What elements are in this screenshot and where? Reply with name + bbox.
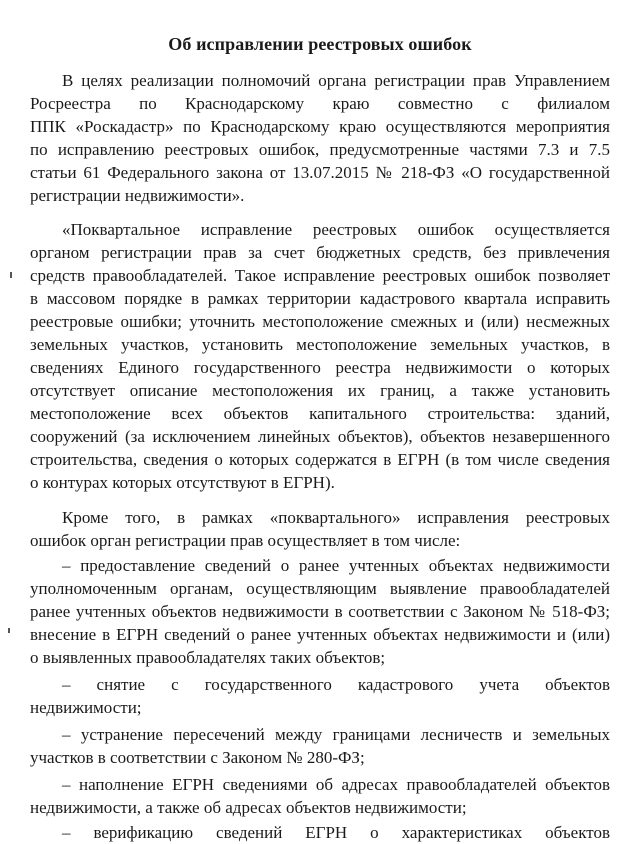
scan-mark bbox=[8, 628, 10, 633]
list-item-line: – предоставление сведений о ранее учтенных объектах недвижимости bbox=[62, 556, 610, 575]
text-line: земельных участков, установить местоположение земельных участков, в bbox=[30, 335, 610, 354]
text-line: сведениях Единого государственного реестра недвижимости о которых bbox=[30, 358, 610, 377]
document-title: Об исправлении реестровых ошибок bbox=[168, 34, 472, 54]
text-line: Кроме того, в рамках «поквартального» исправления реестровых bbox=[62, 508, 610, 527]
text-line: в массовом порядке в рамках территории кадастрового квартала исправить bbox=[30, 289, 610, 308]
text-line: внесение в ЕГРН сведений о ранее учтенных объектах недвижимости и (или) bbox=[30, 625, 610, 644]
text-line: отсутствует описание местоположения их границ, а также установить bbox=[30, 381, 610, 400]
text-line: недвижимости, а также об адресах объектов недвижимости; bbox=[30, 798, 467, 817]
text-line: сооружений (за исключением линейных объектов), объектов незавершенного bbox=[30, 427, 610, 446]
text-line: Росреестра по Краснодарскому краю совместно с филиалом bbox=[30, 94, 610, 113]
text-line: средств правообладателей. Такое исправление реестровых ошибок позволяет bbox=[30, 266, 610, 285]
text-line: по исправлению реестровых ошибок, предусмотренные частями 7.3 и 7.5 bbox=[30, 140, 610, 159]
text-line: В целях реализации полномочий органа регистрации прав Управлением bbox=[62, 71, 610, 90]
text-line: уполномоченным органам, осуществляющим выявление правообладателей bbox=[30, 579, 610, 598]
text-line: недвижимости; bbox=[30, 698, 142, 717]
text-line: ППК «Роскадастр» по Краснодарскому краю осуществляются мероприятия bbox=[30, 117, 610, 136]
list-item-line: – верификацию сведений ЕГРН о характеристиках объектов bbox=[62, 823, 610, 842]
text-line: статьи 61 Федерального закона от 13.07.2015 № 218-ФЗ «О государственной bbox=[30, 163, 610, 182]
text-line: реестровые ошибки; уточнить местоположение смежных и (или) несмежных bbox=[30, 312, 610, 331]
text-line: органом регистрации прав за счет бюджетных средств, без привлечения bbox=[30, 243, 610, 262]
list-item-line: – снятие с государственного кадастрового учета объектов bbox=[62, 675, 610, 694]
text-line: о контурах которых отсутствуют в ЕГРН). bbox=[30, 473, 335, 492]
text-line: регистрации недвижимости». bbox=[30, 186, 245, 205]
list-item-line: – наполнение ЕГРН сведениями об адресах правообладателей объектов bbox=[62, 775, 610, 794]
text-line: строительства, сведения о которых содержатся в ЕГРН (в том числе сведения bbox=[30, 450, 610, 469]
scan-mark bbox=[10, 272, 12, 278]
list-item-line: – устранение пересечений между границами лесничеств и земельных bbox=[62, 725, 610, 744]
text-line: участков в соответствии с Законом № 280-ФЗ; bbox=[30, 748, 365, 767]
text-line: «Поквартальное исправление реестровых ошибок осуществляется bbox=[62, 220, 610, 239]
text-line: ошибок орган регистрации прав осуществляет в том числе: bbox=[30, 531, 461, 550]
text-line: ранее учтенных объектов недвижимости в соответствии с Законом № 518-ФЗ; bbox=[30, 602, 610, 621]
text-line: о выявленных правообладателях таких объектов; bbox=[30, 648, 386, 667]
text-line: местоположение всех объектов капитального строительства: зданий, bbox=[30, 404, 610, 423]
